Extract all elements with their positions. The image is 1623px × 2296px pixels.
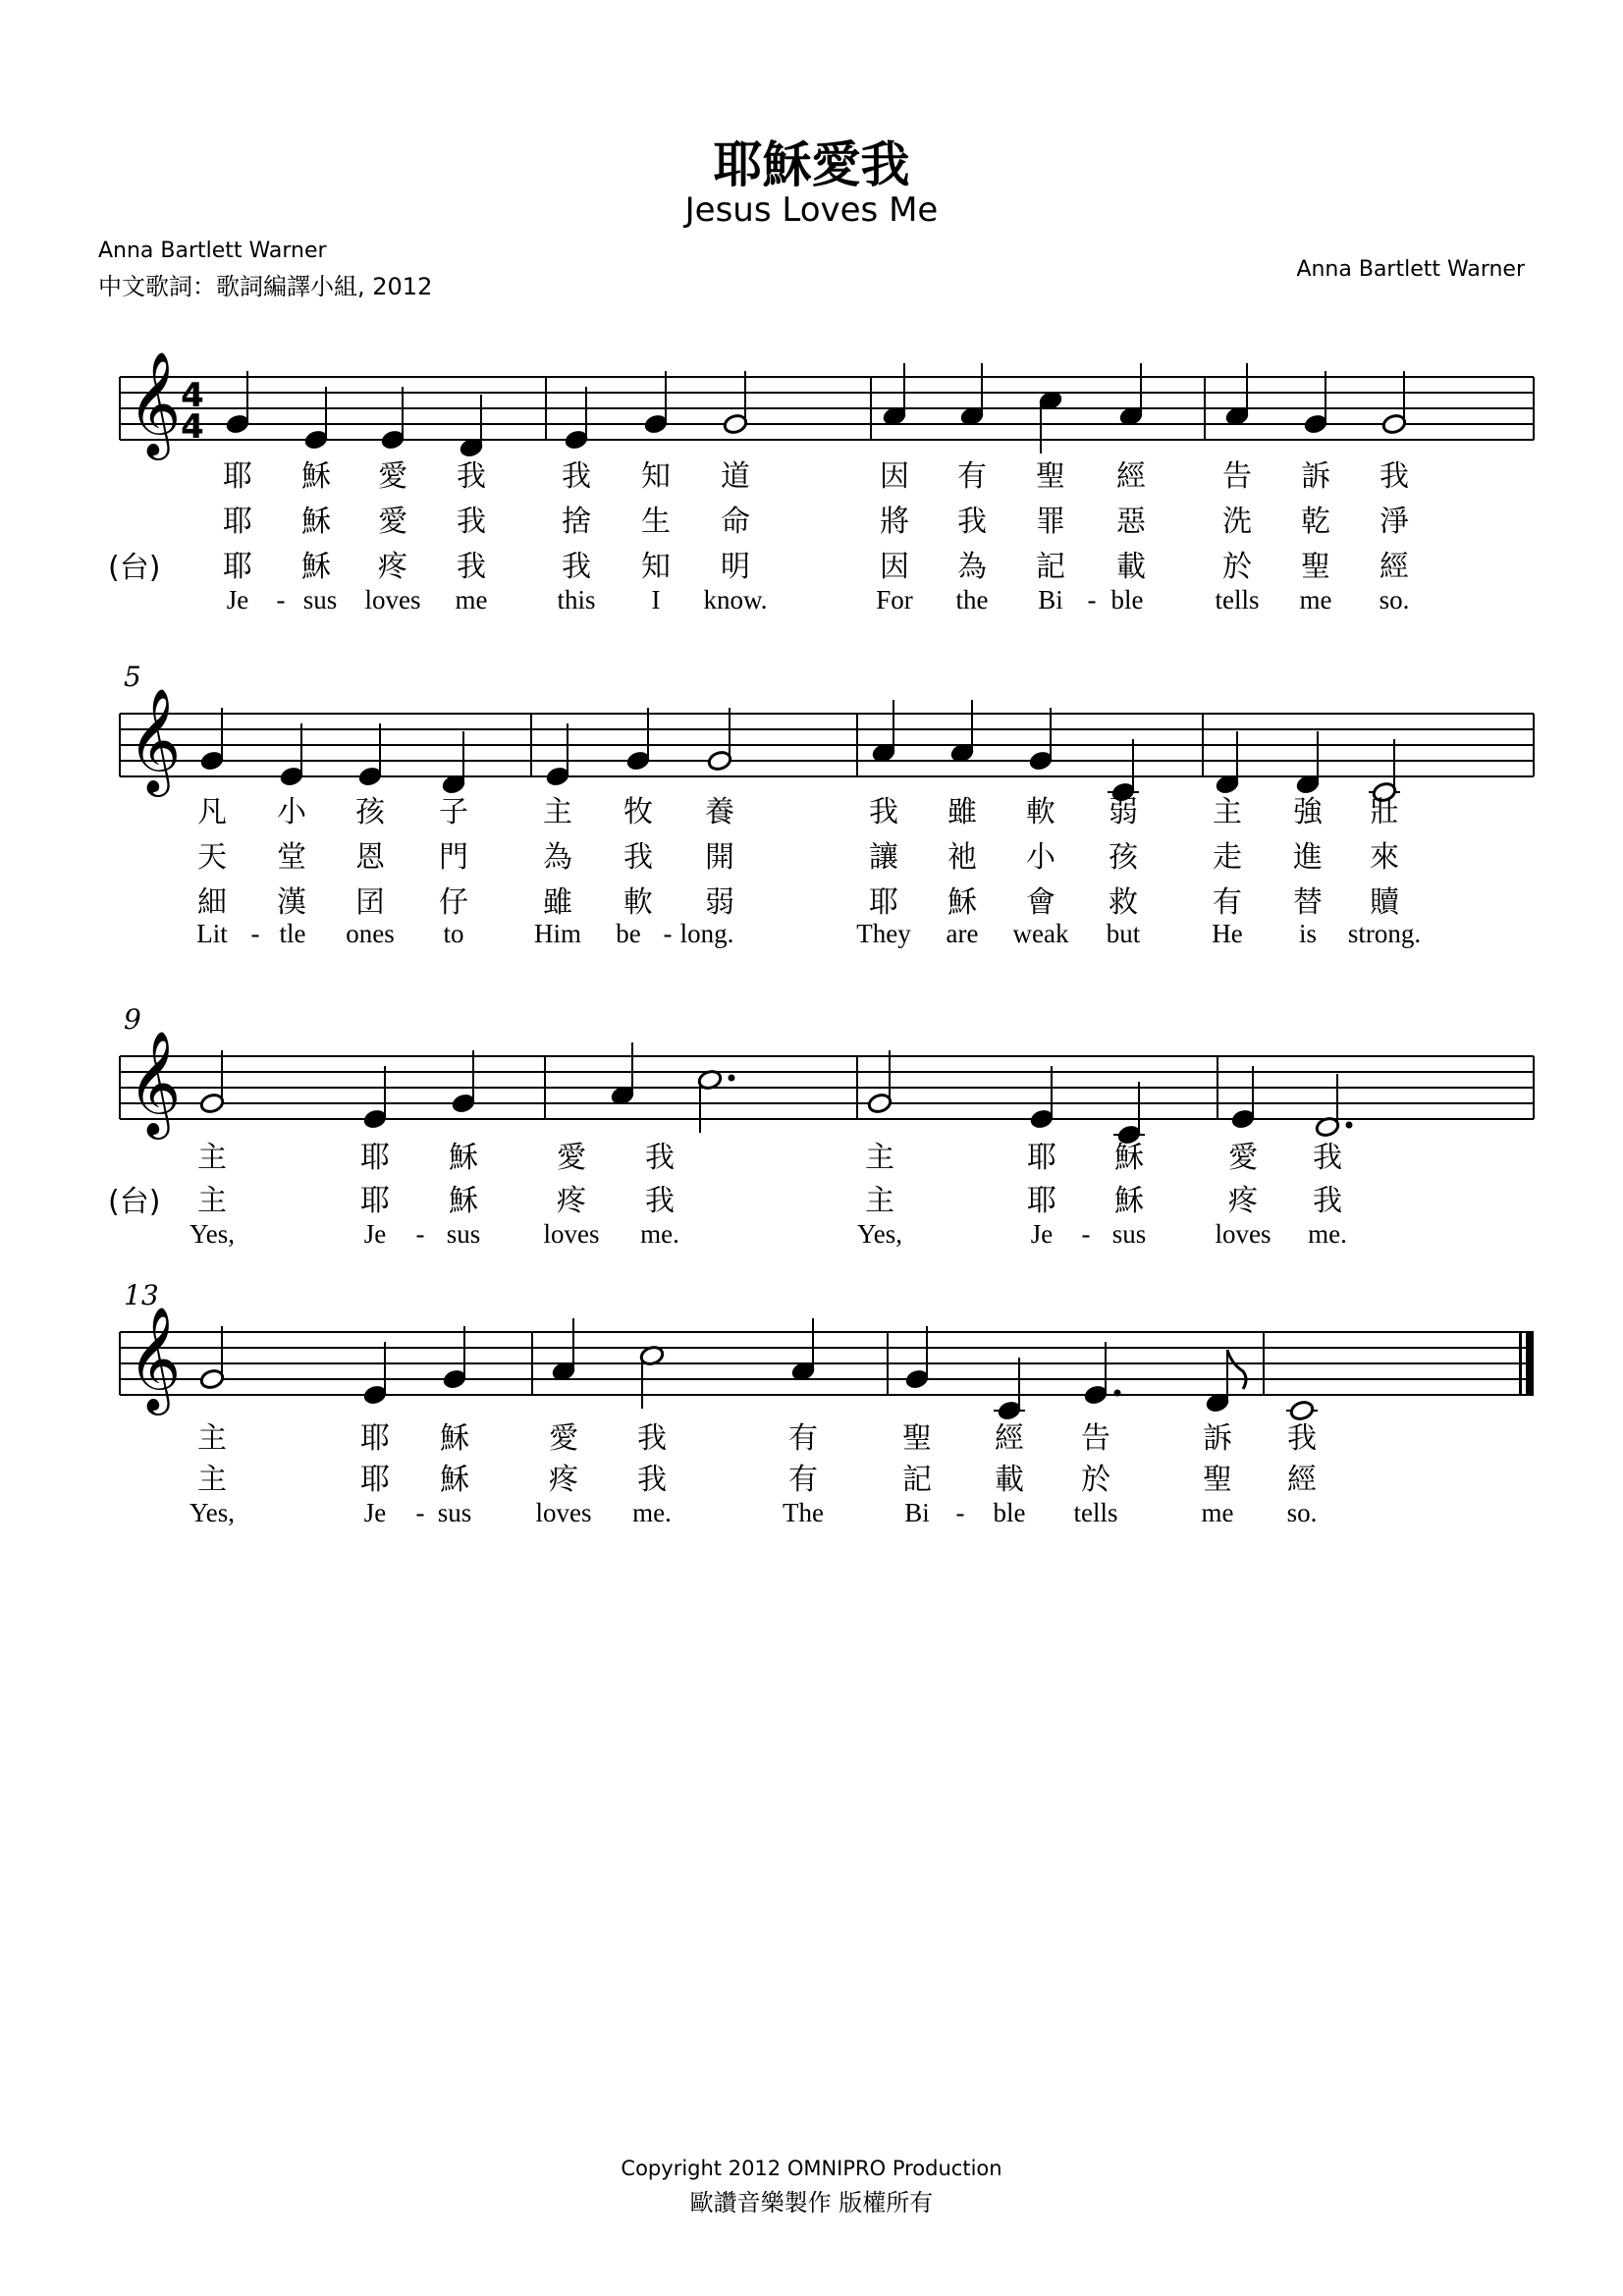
lyric-syllable-zh: 經 — [1380, 550, 1409, 584]
lyric-syllable-zh: 穌 — [301, 459, 331, 494]
lyric-syllable-zh: 我 — [1287, 1421, 1317, 1456]
note — [441, 731, 466, 795]
time-signature-top: 4 — [181, 376, 204, 415]
lyric-syllable-en: - — [1081, 1219, 1091, 1249]
lyric-syllable-en: me — [455, 585, 488, 614]
lyric-syllable-zh: 主 — [197, 1141, 227, 1175]
note — [1230, 1066, 1256, 1130]
note — [871, 700, 896, 764]
lyric-syllable-zh: 來 — [1370, 840, 1399, 875]
lyric-syllable-zh: 壯 — [1370, 795, 1399, 829]
lyric-syllable-en: me. — [640, 1219, 679, 1249]
note — [1083, 1342, 1121, 1406]
lyric-syllable-en: loves — [543, 1219, 600, 1249]
lyric-syllable-zh: 贖 — [1370, 885, 1399, 920]
lyric-syllable-zh: 知 — [641, 550, 671, 584]
arranger-credit: Anna Bartlett Warner — [1296, 257, 1525, 282]
note — [949, 700, 975, 764]
lyric-syllable-zh: 我 — [645, 1141, 675, 1175]
copyright-chinese-line: 歐讚音樂製作 版權所有 — [689, 2189, 934, 2216]
lyric-syllable-zh: 主 — [865, 1184, 894, 1218]
lyric-syllable-zh: 堂 — [277, 840, 306, 875]
lyric-syllable-zh: 疼 — [1228, 1184, 1258, 1218]
note — [442, 1326, 467, 1390]
note — [723, 371, 748, 435]
lyric-syllable-en: is — [1298, 919, 1318, 948]
note — [610, 1042, 635, 1106]
lyric-syllable-zh: 讓 — [869, 840, 898, 875]
note — [1028, 708, 1054, 772]
note — [225, 371, 250, 435]
note — [1205, 1350, 1246, 1414]
lyric-syllable-zh: 進 — [1293, 840, 1323, 875]
lyric-syllable-zh: 聖 — [902, 1421, 932, 1456]
lyricist-credit: 中文歌詞：歌詞編譯小組, 2012 — [98, 273, 433, 300]
lyric-syllable-zh: 洗 — [1222, 505, 1252, 539]
lyric-syllable-zh: 弱 — [705, 885, 734, 920]
lyric-syllable-zh: 經 — [995, 1421, 1024, 1456]
lyric-syllable-zh: 孩 — [1109, 840, 1138, 875]
lyric-syllable-en: He — [1212, 919, 1243, 948]
lyric-syllable-zh: 有 — [788, 1421, 818, 1456]
lyric-syllable-zh: 於 — [1222, 550, 1252, 584]
note — [625, 708, 651, 772]
lyric-syllable-en: weak — [1012, 919, 1069, 948]
lyric-syllable-zh: 主 — [1213, 795, 1242, 829]
lyric-syllable-en: Yes, — [189, 1498, 236, 1527]
lyric-syllable-en: sus — [437, 1498, 472, 1527]
measure-number: 5 — [124, 661, 141, 693]
lyric-syllable-zh: 因 — [880, 459, 909, 494]
lyric-syllable-zh: 弱 — [1109, 795, 1138, 829]
composer-credit: Anna Bartlett Warner — [98, 239, 327, 263]
lyric-syllable-zh: 耶 — [223, 459, 252, 494]
lyric-syllable-zh: 我 — [623, 840, 653, 875]
note — [459, 395, 484, 458]
lyric-syllable-zh: 我 — [637, 1463, 667, 1497]
lyric-syllable-zh: 穌 — [440, 1463, 469, 1497]
lyric-syllable-zh: 告 — [1081, 1421, 1110, 1456]
note — [904, 1326, 930, 1390]
lyric-syllable-zh: 養 — [705, 795, 734, 829]
lyric-syllable-zh: 穌 — [301, 550, 331, 584]
lyric-syllable-zh: 告 — [1222, 459, 1252, 494]
note — [545, 723, 570, 787]
lyric-syllable-zh: 祂 — [947, 840, 977, 875]
lyric-syllable-zh: 我 — [1380, 459, 1409, 494]
lyric-syllable-en: - — [415, 1498, 425, 1527]
lyric-syllable-en: so. — [1286, 1498, 1318, 1527]
lyric-syllable-zh: 我 — [957, 505, 987, 539]
lyric-syllable-en: are — [946, 919, 979, 948]
lyric-syllable-zh: 替 — [1293, 885, 1323, 920]
treble-clef-icon: 𝄞 — [128, 1030, 182, 1135]
lyric-syllable-en: Yes, — [189, 1219, 236, 1249]
lyric-syllable-en: For — [876, 585, 913, 614]
lyric-syllable-zh: 經 — [1287, 1463, 1317, 1497]
lyric-syllable-en: long. — [679, 919, 734, 948]
note — [199, 1050, 225, 1114]
lyric-syllable-zh: 雖 — [947, 795, 977, 829]
title-chinese: 耶穌愛我 — [713, 136, 910, 193]
note — [790, 1318, 816, 1382]
lyric-syllable-zh: 天 — [197, 840, 227, 875]
note — [362, 1066, 388, 1130]
lyric-syllable-zh: 因 — [880, 550, 909, 584]
lyric-syllable-zh: 恩 — [355, 840, 385, 875]
note — [994, 1358, 1025, 1421]
lyric-syllable-en: The — [783, 1498, 824, 1527]
lyric-syllable-en: - — [276, 585, 286, 614]
lyric-syllable-zh: 我 — [869, 795, 898, 829]
note — [867, 1050, 893, 1114]
note — [303, 387, 329, 451]
lyric-syllable-en: to — [443, 919, 464, 948]
lyric-syllable-en: the — [955, 585, 989, 614]
lyric-syllable-en: tells — [1073, 1498, 1118, 1527]
lyric-syllable-en: - — [1087, 585, 1097, 614]
note — [1038, 390, 1063, 454]
lyric-syllable-zh: 穌 — [1114, 1141, 1144, 1175]
lyric-syllable-zh: 乾 — [1301, 505, 1330, 539]
lyric-syllable-zh: 耶 — [360, 1463, 390, 1497]
lyric-syllable-en: Je — [363, 1498, 387, 1527]
verse-label: (台) — [108, 551, 161, 585]
lyric-syllable-zh: 將 — [880, 505, 909, 539]
lyric-syllable-zh: 耶 — [360, 1141, 390, 1175]
staff — [0, 1017, 1623, 1174]
lyric-syllable-zh: 我 — [637, 1421, 667, 1456]
lyric-syllable-zh: 仔 — [439, 885, 468, 920]
lyric-syllable-zh: 耶 — [1027, 1141, 1056, 1175]
note — [639, 1345, 665, 1409]
lyric-syllable-zh: 愛 — [1228, 1141, 1258, 1175]
lyric-syllable-zh: 我 — [1313, 1184, 1342, 1218]
note — [1029, 1066, 1055, 1130]
lyric-syllable-zh: 孩 — [355, 795, 385, 829]
lyric-syllable-en: tells — [1215, 585, 1260, 614]
lyric-syllable-zh: 知 — [641, 459, 671, 494]
lyric-syllable-zh: 我 — [457, 459, 486, 494]
lyric-syllable-en: They — [856, 919, 911, 948]
lyric-syllable-zh: 疼 — [378, 550, 407, 584]
lyric-syllable-en: Bi — [904, 1498, 930, 1527]
lyric-syllable-zh: 我 — [562, 550, 591, 584]
lyric-syllable-zh: 於 — [1081, 1463, 1110, 1497]
lyric-syllable-en: know. — [703, 585, 768, 614]
lyric-syllable-en: Bi — [1038, 585, 1063, 614]
lyric-syllable-zh: 穌 — [449, 1184, 478, 1218]
lyric-syllable-zh: 雖 — [543, 885, 572, 920]
note — [551, 1318, 576, 1382]
lyric-syllable-zh: 訴 — [1203, 1421, 1232, 1456]
lyric-syllable-zh: 耶 — [869, 885, 898, 920]
lyric-syllable-zh: 聖 — [1036, 459, 1065, 494]
lyric-syllable-zh: 記 — [1036, 550, 1065, 584]
lyric-syllable-zh: 小 — [1026, 840, 1055, 875]
note — [199, 708, 225, 772]
lyric-syllable-en: loves — [535, 1498, 592, 1527]
lyric-syllable-zh: 穌 — [440, 1421, 469, 1456]
note — [380, 387, 406, 451]
lyric-syllable-en: - — [415, 1219, 425, 1249]
lyric-syllable-zh: 生 — [641, 505, 671, 539]
lyric-syllable-en: be — [616, 919, 641, 948]
lyric-syllable-zh: 小 — [277, 795, 306, 829]
note — [959, 363, 985, 427]
note — [362, 1342, 388, 1406]
time-signature-bottom: 4 — [181, 407, 204, 447]
lyric-syllable-zh: 我 — [562, 459, 591, 494]
lyric-syllable-en: me — [1201, 1498, 1234, 1527]
lyric-syllable-zh: 捨 — [562, 505, 591, 539]
note — [279, 723, 304, 787]
treble-clef-icon: 𝄞 — [128, 1306, 182, 1411]
lyric-syllable-en: Yes, — [856, 1219, 903, 1249]
lyric-syllable-en: ble — [1110, 585, 1144, 614]
lyric-syllable-en: so. — [1379, 585, 1410, 614]
lyric-syllable-zh: 開 — [705, 840, 734, 875]
lyric-syllable-en: Je — [363, 1219, 387, 1249]
note — [564, 387, 589, 451]
lyric-syllable-zh: 訴 — [1301, 459, 1330, 494]
lyric-syllable-zh: 穌 — [449, 1141, 478, 1175]
lyric-syllable-zh: 耶 — [223, 550, 252, 584]
lyric-syllable-en: loves — [364, 585, 421, 614]
lyric-syllable-zh: 主 — [197, 1421, 227, 1456]
lyric-syllable-zh: 軟 — [623, 885, 653, 920]
lyric-syllable-zh: 漢 — [277, 885, 306, 920]
lyric-syllable-zh: 我 — [457, 550, 486, 584]
note — [643, 371, 669, 435]
lyric-syllable-zh: 疼 — [557, 1184, 586, 1218]
lyric-syllable-zh: 穌 — [1114, 1184, 1144, 1218]
lyric-syllable-zh: 我 — [645, 1184, 675, 1218]
lyric-syllable-zh: 會 — [1026, 885, 1055, 920]
verse-label: (台) — [108, 1185, 161, 1219]
lyric-syllable-zh: 命 — [721, 505, 750, 539]
lyric-syllable-zh: 耶 — [1027, 1184, 1056, 1218]
copyright-line: Copyright 2012 OMNIPRO Production — [621, 2157, 1002, 2180]
lyric-syllable-zh: 記 — [902, 1463, 932, 1497]
lyric-syllable-zh: 穌 — [947, 885, 977, 920]
lyric-syllable-zh: 為 — [957, 550, 987, 584]
lyric-syllable-zh: 愛 — [378, 459, 407, 494]
lyric-syllable-zh: 經 — [1116, 459, 1146, 494]
lyric-syllable-zh: 罪 — [1036, 505, 1065, 539]
lyric-syllable-zh: 有 — [788, 1463, 818, 1497]
lyric-syllable-zh: 愛 — [549, 1421, 578, 1456]
lyric-syllable-zh: 我 — [457, 505, 486, 539]
lyric-syllable-en: - — [955, 1498, 965, 1527]
lyric-syllable-en: Je — [1030, 1219, 1054, 1249]
final-barline-thick — [1526, 1332, 1534, 1395]
lyric-syllable-en: ble — [993, 1498, 1026, 1527]
note — [707, 708, 732, 772]
lyric-syllable-zh: 門 — [439, 840, 468, 875]
note — [1315, 1074, 1353, 1138]
lyric-syllable-zh: 愛 — [557, 1141, 586, 1175]
lyric-syllable-zh: 聖 — [1203, 1463, 1232, 1497]
lyric-syllable-zh: 耶 — [360, 1421, 390, 1456]
lyric-syllable-zh: 明 — [721, 550, 750, 584]
lyric-syllable-zh: 愛 — [378, 505, 407, 539]
lyric-syllable-zh: 有 — [1213, 885, 1242, 920]
lyric-syllable-zh: 載 — [1116, 550, 1146, 584]
note — [199, 1326, 225, 1390]
note — [1303, 371, 1328, 435]
lyric-syllable-en: - — [250, 919, 260, 948]
lyric-syllable-zh: 細 — [197, 885, 227, 920]
lyric-syllable-en: sus — [446, 1219, 481, 1249]
lyric-syllable-en: loves — [1215, 1219, 1271, 1249]
note — [357, 723, 383, 787]
note — [882, 363, 907, 427]
lyric-syllable-zh: 強 — [1293, 795, 1323, 829]
lyric-syllable-zh: 淨 — [1380, 505, 1409, 539]
lyric-syllable-zh: 疼 — [549, 1463, 578, 1497]
measure-number: 13 — [124, 1279, 159, 1311]
lyric-syllable-zh: 主 — [197, 1463, 227, 1497]
lyric-syllable-en: sus — [1111, 1219, 1147, 1249]
lyric-syllable-en: - — [663, 919, 673, 948]
note — [1215, 731, 1240, 795]
note — [1118, 363, 1144, 427]
note — [1295, 731, 1321, 795]
lyric-syllable-en: ones — [346, 919, 395, 948]
lyric-syllable-zh: 主 — [865, 1141, 894, 1175]
lyric-syllable-zh: 囝 — [355, 885, 385, 920]
lyric-syllable-en: me. — [1308, 1219, 1347, 1249]
title-english: Jesus Loves Me — [684, 190, 939, 230]
lyric-syllable-zh: 我 — [1313, 1141, 1342, 1175]
treble-clef-icon: 𝄞 — [128, 687, 182, 792]
lyric-syllable-zh: 惡 — [1116, 505, 1146, 539]
measure-number: 9 — [124, 1003, 141, 1036]
lyric-syllable-zh: 耶 — [360, 1184, 390, 1218]
lyric-syllable-zh: 救 — [1109, 885, 1138, 920]
lyric-syllable-en: tle — [279, 919, 306, 948]
lyric-syllable-en: I — [651, 585, 661, 614]
lyric-syllable-en: sus — [302, 585, 338, 614]
lyric-syllable-zh: 耶 — [223, 505, 252, 539]
lyric-syllable-en: but — [1106, 919, 1141, 948]
lyric-syllable-zh: 為 — [543, 840, 572, 875]
lyric-syllable-zh: 凡 — [197, 795, 227, 829]
lyric-syllable-en: this — [557, 585, 596, 614]
lyric-syllable-en: Lit — [196, 919, 228, 948]
lyric-syllable-en: me — [1299, 585, 1332, 614]
lyric-syllable-zh: 子 — [439, 795, 468, 829]
lyric-syllable-zh: 有 — [957, 459, 987, 494]
lyric-syllable-zh: 軟 — [1026, 795, 1055, 829]
lyric-syllable-zh: 主 — [543, 795, 572, 829]
note — [451, 1050, 476, 1114]
note — [1224, 363, 1250, 427]
lyric-syllable-zh: 牧 — [623, 795, 653, 829]
lyric-syllable-zh: 主 — [197, 1184, 227, 1218]
note — [697, 1069, 735, 1133]
note — [1381, 371, 1407, 435]
lyric-syllable-en: Him — [533, 919, 582, 948]
lyric-syllable-zh: 載 — [995, 1463, 1024, 1497]
treble-clef-icon: 𝄞 — [128, 350, 182, 455]
lyric-syllable-en: Je — [226, 585, 249, 614]
lyric-syllable-zh: 穌 — [301, 505, 331, 539]
lyric-syllable-zh: 聖 — [1301, 550, 1330, 584]
lyric-syllable-en: strong. — [1347, 919, 1422, 948]
lyric-syllable-zh: 道 — [721, 459, 750, 494]
lyric-syllable-zh: 走 — [1213, 840, 1242, 875]
lyric-syllable-en: me. — [632, 1498, 672, 1527]
